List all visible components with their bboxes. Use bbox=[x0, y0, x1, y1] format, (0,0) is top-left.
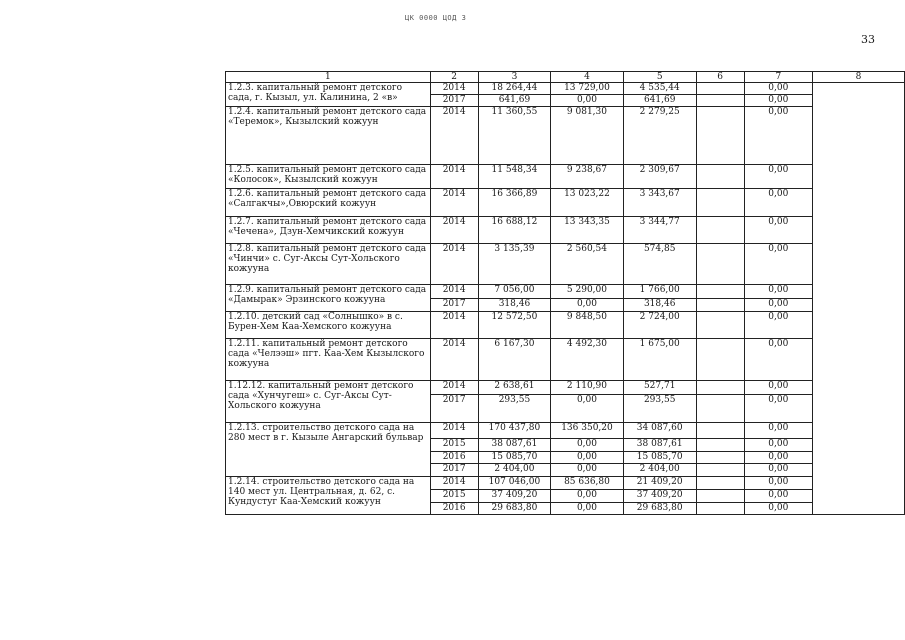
table-row bbox=[226, 285, 905, 299]
table-row bbox=[226, 312, 905, 339]
col7-cell: 0,00 bbox=[744, 490, 812, 503]
regional-cell: 15 085,70 bbox=[623, 452, 696, 464]
regional-cell: 574,85 bbox=[623, 244, 696, 285]
year-cell: 2014 bbox=[430, 83, 478, 95]
regional-cell: 34 087,60 bbox=[623, 423, 696, 439]
col7-cell: 0,00 bbox=[744, 312, 812, 339]
total-cell: 107 046,00 bbox=[478, 477, 551, 490]
col6-cell bbox=[696, 83, 744, 95]
total-cell: 318,46 bbox=[478, 299, 551, 312]
year-cell: 2014 bbox=[430, 312, 478, 339]
column-header: 6 bbox=[696, 72, 744, 83]
federal-cell: 0,00 bbox=[551, 452, 624, 464]
regional-cell: 293,55 bbox=[623, 395, 696, 423]
federal-cell: 13 343,35 bbox=[551, 217, 624, 244]
col7-cell: 0,00 bbox=[744, 339, 812, 381]
table-row bbox=[226, 477, 905, 490]
year-cell: 2014 bbox=[430, 339, 478, 381]
year-cell: 2017 bbox=[430, 95, 478, 107]
col6-cell bbox=[696, 189, 744, 217]
col7-cell: 0,00 bbox=[744, 503, 812, 515]
total-cell: 15 085,70 bbox=[478, 452, 551, 464]
item-name: 1.2.10. детский сад «Солнышко» в с. Бурен-Хем Каа-Хемского кожууна bbox=[226, 312, 431, 339]
col6-cell bbox=[696, 490, 744, 503]
total-cell: 641,69 bbox=[478, 95, 551, 107]
col8-cell bbox=[813, 83, 905, 515]
federal-cell: 0,00 bbox=[551, 439, 624, 452]
regional-cell: 2 724,00 bbox=[623, 312, 696, 339]
total-cell: 29 683,80 bbox=[478, 503, 551, 515]
item-name: 1.2.5. капитальный ремонт детского сада «Колосок», Кызылский кожуун bbox=[226, 165, 431, 189]
col7-cell: 0,00 bbox=[744, 395, 812, 423]
column-header: 2 bbox=[430, 72, 478, 83]
total-cell: 293,55 bbox=[478, 395, 551, 423]
regional-cell: 38 087,61 bbox=[623, 439, 696, 452]
budget-table bbox=[225, 71, 905, 515]
col6-cell bbox=[696, 464, 744, 477]
regional-cell: 37 409,20 bbox=[623, 490, 696, 503]
header-row bbox=[226, 72, 905, 83]
federal-cell: 13 729,00 bbox=[551, 83, 624, 95]
total-cell: 18 264,44 bbox=[478, 83, 551, 95]
federal-cell: 13 023,22 bbox=[551, 189, 624, 217]
item-name: 1.2.4. капитальный ремонт детского сада «Теремок», Кызылский кожуун bbox=[226, 107, 431, 165]
col7-cell: 0,00 bbox=[744, 189, 812, 217]
year-cell: 2014 bbox=[430, 244, 478, 285]
federal-cell: 0,00 bbox=[551, 395, 624, 423]
table-row bbox=[226, 423, 905, 439]
total-cell: 38 087,61 bbox=[478, 439, 551, 452]
regional-cell: 3 343,67 bbox=[623, 189, 696, 217]
federal-cell: 0,00 bbox=[551, 299, 624, 312]
regional-cell: 641,69 bbox=[623, 95, 696, 107]
year-cell: 2014 bbox=[430, 477, 478, 490]
col6-cell bbox=[696, 165, 744, 189]
year-cell: 2014 bbox=[430, 189, 478, 217]
regional-cell: 2 404,00 bbox=[623, 464, 696, 477]
col6-cell bbox=[696, 477, 744, 490]
total-cell: 7 056,00 bbox=[478, 285, 551, 299]
regional-cell: 21 409,20 bbox=[623, 477, 696, 490]
federal-cell: 9 238,67 bbox=[551, 165, 624, 189]
header-mark: ЦК 0000 ЦОД 3 bbox=[405, 14, 467, 22]
column-header: 1 bbox=[226, 72, 431, 83]
col6-cell bbox=[696, 452, 744, 464]
federal-cell: 2 110,90 bbox=[551, 381, 624, 395]
item-name: 1.2.3. капитальный ремонт детского сада, г. Кызыл, ул. Калинина, 2 «в» bbox=[226, 83, 431, 107]
federal-cell: 2 560,54 bbox=[551, 244, 624, 285]
federal-cell: 0,00 bbox=[551, 503, 624, 515]
total-cell: 170 437,80 bbox=[478, 423, 551, 439]
col6-cell bbox=[696, 312, 744, 339]
year-cell: 2015 bbox=[430, 439, 478, 452]
year-cell: 2014 bbox=[430, 423, 478, 439]
col7-cell: 0,00 bbox=[744, 107, 812, 165]
table-row bbox=[226, 217, 905, 244]
col6-cell bbox=[696, 395, 744, 423]
col6-cell bbox=[696, 244, 744, 285]
regional-cell: 4 535,44 bbox=[623, 83, 696, 95]
col6-cell bbox=[696, 217, 744, 244]
regional-cell: 318,46 bbox=[623, 299, 696, 312]
year-cell: 2014 bbox=[430, 165, 478, 189]
federal-cell: 5 290,00 bbox=[551, 285, 624, 299]
total-cell: 37 409,20 bbox=[478, 490, 551, 503]
col7-cell: 0,00 bbox=[744, 285, 812, 299]
table-row bbox=[226, 339, 905, 381]
total-cell: 16 366,89 bbox=[478, 189, 551, 217]
col7-cell: 0,00 bbox=[744, 423, 812, 439]
page-number: 33 bbox=[861, 33, 875, 46]
col7-cell: 0,00 bbox=[744, 83, 812, 95]
col6-cell bbox=[696, 503, 744, 515]
col7-cell: 0,00 bbox=[744, 464, 812, 477]
year-cell: 2014 bbox=[430, 381, 478, 395]
column-header: 8 bbox=[813, 72, 905, 83]
col6-cell bbox=[696, 107, 744, 165]
item-name: 1.2.8. капитальный ремонт детского сада «Чинчи» с. Суг-Аксы Сут-Хольского кожууна bbox=[226, 244, 431, 285]
total-cell: 11 548,34 bbox=[478, 165, 551, 189]
col7-cell: 0,00 bbox=[744, 439, 812, 452]
regional-cell: 29 683,80 bbox=[623, 503, 696, 515]
col6-cell bbox=[696, 299, 744, 312]
regional-cell: 2 279,25 bbox=[623, 107, 696, 165]
column-header: 7 bbox=[744, 72, 812, 83]
item-name: 1.2.13. строительство детского сада на 280 мест в г. Кызыле Ангарский бульвар bbox=[226, 423, 431, 477]
year-cell: 2017 bbox=[430, 395, 478, 423]
col7-cell: 0,00 bbox=[744, 381, 812, 395]
federal-cell: 85 636,80 bbox=[551, 477, 624, 490]
year-cell: 2016 bbox=[430, 503, 478, 515]
col7-cell: 0,00 bbox=[744, 299, 812, 312]
col7-cell: 0,00 bbox=[744, 477, 812, 490]
item-name: 1.2.6. капитальный ремонт детского сада «Салгакчы»,Овюрский кожуун bbox=[226, 189, 431, 217]
federal-cell: 136 350,20 bbox=[551, 423, 624, 439]
total-cell: 16 688,12 bbox=[478, 217, 551, 244]
regional-cell: 1 766,00 bbox=[623, 285, 696, 299]
item-name: 1.2.7. капитальный ремонт детского сада «Чечена», Дзун-Хемчикский кожуун bbox=[226, 217, 431, 244]
col7-cell: 0,00 bbox=[744, 217, 812, 244]
column-header: 4 bbox=[551, 72, 624, 83]
total-cell: 12 572,50 bbox=[478, 312, 551, 339]
year-cell: 2015 bbox=[430, 490, 478, 503]
year-cell: 2016 bbox=[430, 452, 478, 464]
total-cell: 6 167,30 bbox=[478, 339, 551, 381]
column-header: 5 bbox=[623, 72, 696, 83]
col6-cell bbox=[696, 285, 744, 299]
regional-cell: 3 344,77 bbox=[623, 217, 696, 244]
col7-cell: 0,00 bbox=[744, 452, 812, 464]
year-cell: 2014 bbox=[430, 217, 478, 244]
table-row bbox=[226, 381, 905, 395]
total-cell: 2 404,00 bbox=[478, 464, 551, 477]
column-header: 3 bbox=[478, 72, 551, 83]
item-name: 1.2.11. капитальный ремонт детского сада «Челээш» пгт. Каа-Хем Кызылского кожууна bbox=[226, 339, 431, 381]
col7-cell: 0,00 bbox=[744, 95, 812, 107]
col6-cell bbox=[696, 381, 744, 395]
item-name: 1.2.14. строительство детского сада на 140 мест ул. Центральная, д. 62, с. Кундустуг Каа-Хемский кожуун bbox=[226, 477, 431, 515]
col7-cell: 0,00 bbox=[744, 165, 812, 189]
table-row bbox=[226, 244, 905, 285]
regional-cell: 527,71 bbox=[623, 381, 696, 395]
col6-cell bbox=[696, 339, 744, 381]
year-cell: 2017 bbox=[430, 299, 478, 312]
item-name: 1.2.9. капитальный ремонт детского сада «Дамырак» Эрзинского кожууна bbox=[226, 285, 431, 312]
regional-cell: 2 309,67 bbox=[623, 165, 696, 189]
year-cell: 2014 bbox=[430, 285, 478, 299]
item-name: 1.12.12. капитальный ремонт детского сада «Хунчугеш» с. Суг-Аксы Сут-Хольского кожууна bbox=[226, 381, 431, 423]
col6-cell bbox=[696, 439, 744, 452]
year-cell: 2014 bbox=[430, 107, 478, 165]
col6-cell bbox=[696, 95, 744, 107]
year-cell: 2017 bbox=[430, 464, 478, 477]
col7-cell: 0,00 bbox=[744, 244, 812, 285]
federal-cell: 0,00 bbox=[551, 490, 624, 503]
federal-cell: 4 492,30 bbox=[551, 339, 624, 381]
federal-cell: 9 081,30 bbox=[551, 107, 624, 165]
col6-cell bbox=[696, 423, 744, 439]
total-cell: 3 135,39 bbox=[478, 244, 551, 285]
federal-cell: 0,00 bbox=[551, 95, 624, 107]
total-cell: 2 638,61 bbox=[478, 381, 551, 395]
table-row bbox=[226, 189, 905, 217]
federal-cell: 9 848,50 bbox=[551, 312, 624, 339]
regional-cell: 1 675,00 bbox=[623, 339, 696, 381]
federal-cell: 0,00 bbox=[551, 464, 624, 477]
table-row bbox=[226, 107, 905, 165]
table-row bbox=[226, 165, 905, 189]
table-row bbox=[226, 83, 905, 95]
total-cell: 11 360,55 bbox=[478, 107, 551, 165]
